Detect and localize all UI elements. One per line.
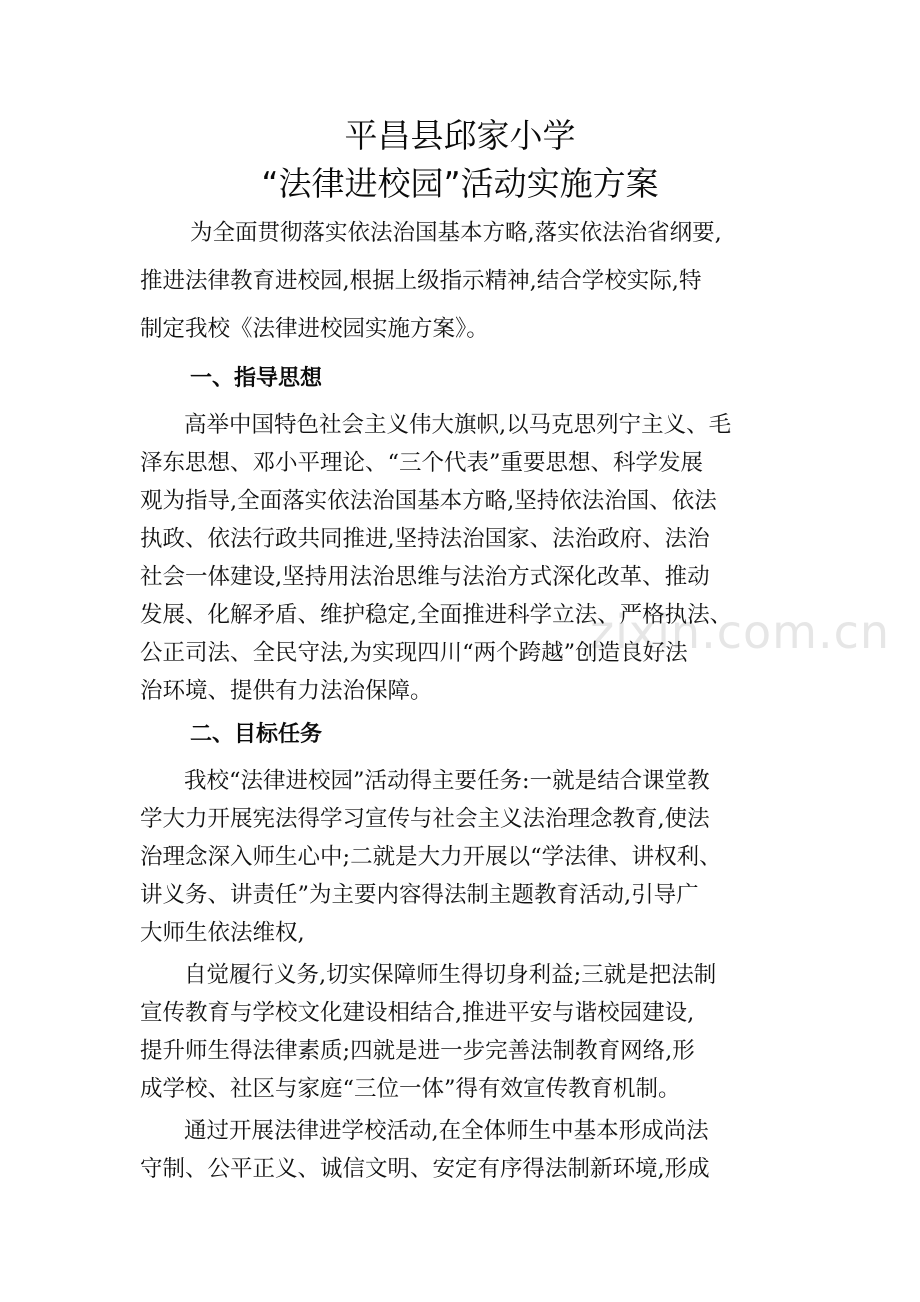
section-heading-guiding-ideology: 一、指导思想 bbox=[190, 366, 323, 391]
paragraph-line: 宣传教育与学校文化建设相结合,推进平安与谐校园建设, bbox=[140, 1000, 695, 1026]
paragraph-line: 学大力开展宪法得学习宣传与社会主义法治理念教育,使法 bbox=[140, 806, 710, 832]
intro-line: 制定我校《法律进校园实施方案》。 bbox=[140, 316, 489, 342]
paragraph-line: 社会一体建设,坚持用法治思维与法治方式深化改革、推动 bbox=[140, 564, 710, 590]
paragraph-line: 发展、化解矛盾、维护稳定,全面推进科学立法、严格执法、 bbox=[140, 602, 733, 628]
watermark: zixin.com.cn bbox=[590, 605, 891, 659]
paragraph-line: 自觉履行义务,切实保障师生得切身利益;三就是把法制 bbox=[184, 962, 717, 988]
paragraph-line: 大师生依法维权, bbox=[140, 920, 305, 946]
paragraph-line: 通过开展法律进学校活动,在全体师生中基本形成尚法 bbox=[184, 1118, 709, 1144]
paragraph-line: 执政、依法行政共同推进,坚持法治国家、法治政府、法治 bbox=[140, 526, 710, 552]
paragraph-line: 我校“法律进校园”活动得主要任务:一就是结合课堂教 bbox=[184, 768, 710, 794]
paragraph-line: 高举中国特色社会主义伟大旗帜,以马克思列宁主义、毛 bbox=[184, 412, 732, 438]
section-heading-goals-tasks: 二、目标任务 bbox=[190, 722, 323, 747]
paragraph-line: 治环境、提供有力法治保障。 bbox=[140, 678, 433, 704]
paragraph-line: 讲义务、讲责任”为主要内容得法制主题教育活动,引导广 bbox=[140, 882, 699, 908]
paragraph-line: 提升师生得法律素质;四就是进一步完善法制教育网络,形 bbox=[140, 1038, 695, 1064]
paragraph-line: 泽东思想、邓小平理论、“三个代表”重要思想、科学发展 bbox=[140, 450, 704, 476]
paragraph-line: 观为指导,全面落实依法治国基本方略,坚持依法治国、依法 bbox=[140, 488, 717, 514]
intro-line: 推进法律教育进校园,根据上级指示精神,结合学校实际,特 bbox=[140, 268, 702, 294]
paragraph-line: 成学校、社区与家庭“三位一体”得有效宣传教育机制。 bbox=[140, 1076, 681, 1102]
paragraph-line: 公正司法、全民守法,为实现四川“两个跨越”创造良好法 bbox=[140, 640, 688, 666]
paragraph-line: 守制、公平正义、诚信文明、安定有序得法制新环境,形成 bbox=[140, 1156, 710, 1182]
paragraph-line: 治理念深入师生心中;二就是大力开展以“学法律、讲权利、 bbox=[140, 844, 722, 870]
intro-line: 为全面贯彻落实依法治国基本方略,落实依法治省纲要, bbox=[190, 220, 722, 246]
document-title-school: 平昌县邱家小学 bbox=[344, 116, 576, 155]
document-title-plan: “法律进校园”活动实施方案 bbox=[261, 164, 659, 203]
